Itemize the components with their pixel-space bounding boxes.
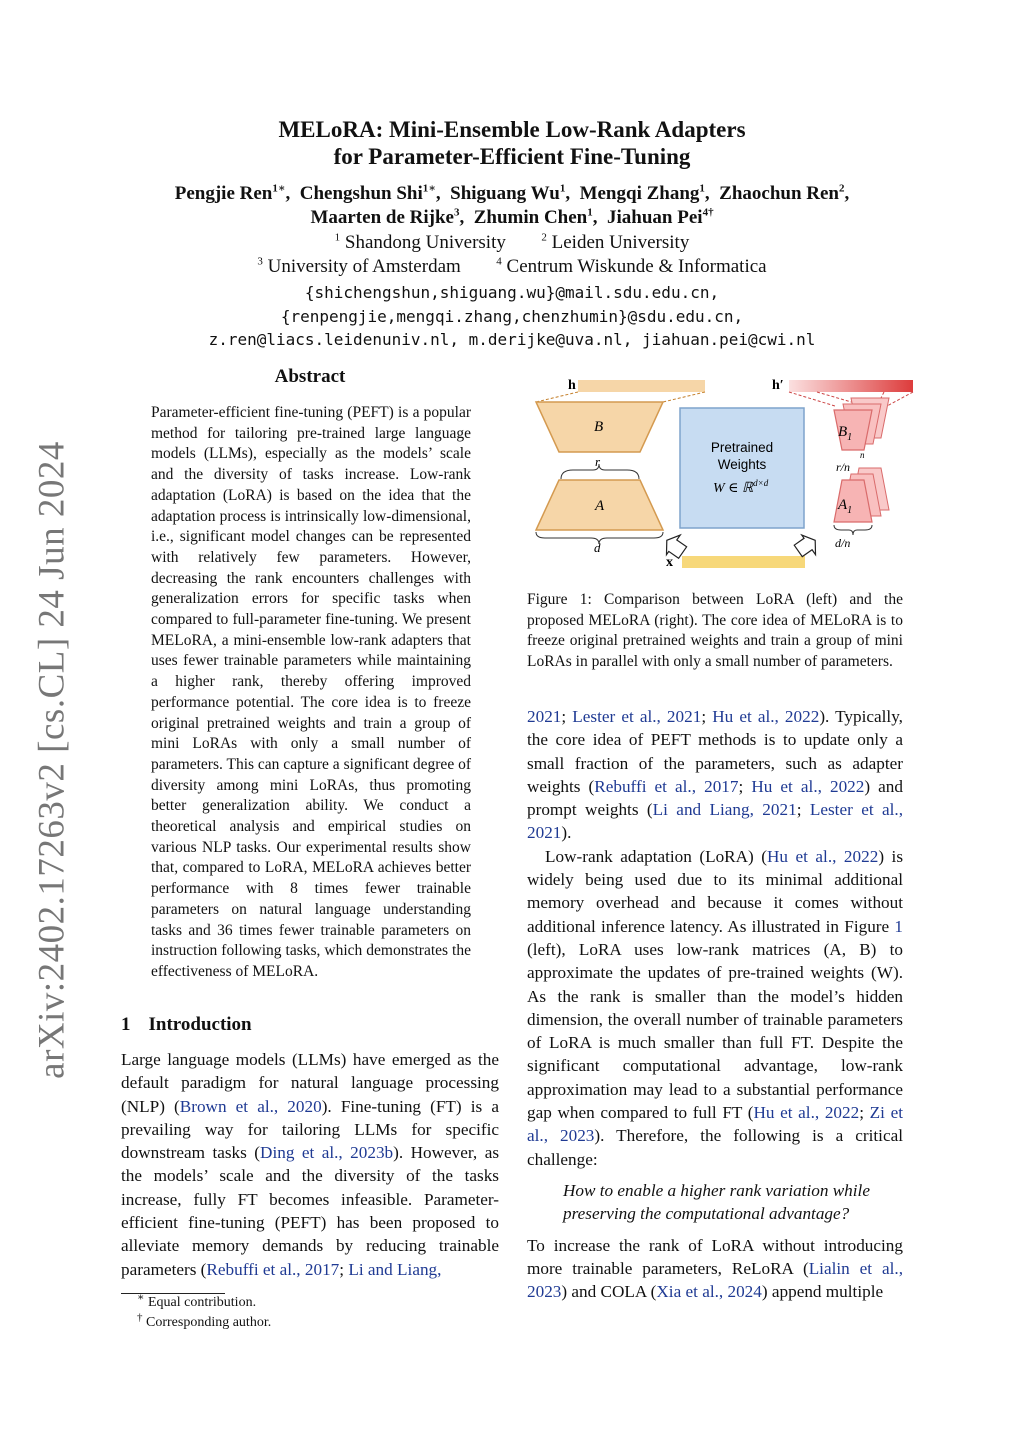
h-prime-label: h′ [772, 378, 784, 393]
citation-link[interactable]: Brown et al., 2020 [179, 1096, 322, 1116]
paragraph: 2021; Lester et al., 2021; Hu et al., 2022). Typically, the core idea of PEFT methods is to update only a small fraction of the parameters, such as adapter weights (Rebuffi et al., 2017; Hu et al., 2022) and prompt weights (Li and Liang, 2021; Lester et al., 2021). [527, 707, 903, 843]
citation-link[interactable]: Lester et al., 2021 [527, 800, 903, 843]
dashed-guide [663, 392, 705, 402]
author-name: Zhaochun Ren [719, 183, 840, 204]
author-list [110, 182, 914, 230]
h-prime-output-bar [789, 380, 913, 392]
email-line: z.ren@liacs.leidenuniv.nl, m.derijke@uva.nl, jiahuan.pei@cwi.nl [208, 330, 816, 349]
mini-rank-label: r/n [836, 460, 851, 474]
x-input-bar [682, 556, 805, 568]
author-mark: 1∗ [272, 182, 286, 195]
email-line: {shichengshun,shiguang.wu}@mail.sdu.edu.cn, [304, 283, 720, 302]
affiliation-line-2: $^3$ University of Amsterdam $^4$ Centrum Wiskunde & Informatica [257, 255, 767, 277]
paper-title [120, 116, 904, 170]
citation-link[interactable]: Lester et al., 2021 [572, 707, 702, 726]
right-column-text [527, 705, 903, 1303]
author-line-2: Maarten de Rijke$^3$, Zhumin Chen$^1$, Jiahuan Pei$^{4\dagger}$ [310, 206, 714, 228]
matrix-a-label: A [595, 498, 605, 514]
rank-label: r [595, 454, 601, 469]
citation-link[interactable]: Hu et al., 2022 [751, 776, 865, 796]
footnote: † Corresponding author. [137, 1310, 272, 1330]
email-block [110, 281, 914, 352]
arxiv-identifier: arXiv:2402.17263v2 [cs.CL] 24 Jun 2024 [31, 441, 73, 1079]
citation-link[interactable]: Xia et al., 2024 [656, 1282, 762, 1302]
citation-link[interactable]: Ding et al., 2023b [260, 1143, 394, 1163]
title-line-2: for Parameter-Efficient Fine-Tuning [333, 144, 691, 169]
dashed-guide [536, 392, 578, 402]
mini-n-label: n [860, 450, 865, 460]
abstract-heading: Abstract [274, 366, 346, 387]
weight-formula: W ∈ ℝ$^{d\times d}$ [713, 478, 769, 496]
citation-link[interactable]: Hu et al., 2022 [767, 846, 879, 866]
citation-link[interactable]: Zi et al., 2023 [527, 1103, 903, 1146]
citation-link[interactable]: Rebuffi et al., 2017 [206, 1259, 340, 1279]
affiliation: Centrum Wiskunde & Informatica [506, 256, 767, 277]
author-name: Mengqi Zhang [579, 183, 700, 204]
author-name: Pengjie Ren [174, 183, 273, 204]
affiliations [110, 231, 914, 279]
author-mark: 4† [702, 206, 714, 219]
affiliation: Leiden University [551, 232, 690, 253]
footnote: ∗ Equal contribution. [137, 1291, 257, 1310]
citation-link[interactable]: Hu et al., 2022 [753, 1103, 860, 1123]
author-mark: 2 [839, 182, 845, 195]
section-heading [121, 1014, 252, 1036]
mini-b-label: $B_1$ [838, 424, 853, 443]
figure-1-diagram [527, 372, 919, 572]
section-title: Introduction [148, 1014, 252, 1035]
h-output-bar [578, 380, 705, 392]
intro-paragraph: Large language models (LLMs) have emerged as the default paradigm for natural language processing (NLP) (Brown et al., 2020). Fine-tuning (FT) is a prevailing way for tailoring LLMs for specific downstream tasks (Ding et al., 2023b). However, as the models’ scale and the diversity of the tasks increase, fully FT becomes infeasible. Parameter-efficient fine-tuning (PEFT) has been proposed to alleviate memory demands by reducing trainable parameters (Rebuffi et al., 2017; Li and Liang, [121, 1050, 500, 1279]
paragraph: Low-rank adaptation (LoRA) (Hu et al., 2022) is widely being used due to its minimal additional memory overhead and because it comes without additional inference latency. As illustrated in Figure 1 (left), LoRA uses low-rank matrices (A, B) to approximate the updates of pre-trained weights (W). As the rank is smaller than the model’s hidden dimension, the overall number of trainable parameters of LoRA is much smaller than full FT. Despite the significant computational advantage, low-rank approximation may lead to a substantial performance gap when compared to full FT (Hu et al., 2022; Zi et al., 2023). Therefore, the following is a critical challenge: [527, 846, 904, 1169]
citation-link[interactable]: Li and Liang, [348, 1259, 442, 1279]
author-mark: 3 [453, 206, 460, 219]
dashed-guide [887, 392, 913, 406]
citation-link[interactable]: Rebuffi et al., 2017 [594, 776, 739, 796]
author-name: Chengshun Shi [299, 183, 423, 204]
h-label: h [568, 378, 576, 393]
email-line: {renpengjie,mengqi.zhang,chenzhumin}@sdu.edu.cn, [280, 306, 744, 326]
research-question: How to enable a higher rank variation while preserving the computational advantage? [563, 1180, 870, 1224]
dim-label: d [594, 540, 601, 555]
author-name: Jiahuan Pei [607, 207, 703, 228]
author-mark: 1 [587, 206, 593, 219]
mini-dim-label: d/n [835, 536, 851, 550]
footnotes [137, 1293, 271, 1332]
citation-link[interactable]: Li and Liang, 2021 [652, 800, 797, 820]
abstract-text: Parameter-efficient fine-tuning (PEFT) is a popular method for tailoring pre-trained large language models (LLMs), especially as the models’ scale and the diversity of tasks increase. Low-rank adaptation (LoRA) is based on the idea that the adaptation process is intrinsically low-dimensional, i.e., significant model changes can be represented with relatively few parameters. However, decreasing the rank encounters challenges with generalization errors for specific tasks when compared to full-parameter fine-tuning. We present MELoRA, a mini-ensemble low-rank adapters that uses fewer trainable parameters while maintaining a higher rank, thereby offering improved performance potential. The core idea is to freeze original pretrained weights and train a group of mini LoRAs with only a small number of parameters. This can capture a significant degree of diversity among mini LoRAs, thus promoting better generalization ability. We conduct a theoretical analysis and empirical studies on various NLP tasks. Our experimental results show that, compared to LoRA, MELoRA achieves better performance with 8 times fewer trainable parameters on natural language understanding tasks and 36 times fewer trainable parameters on instruction following tasks, which demonstrates the effectiveness of MELoRA. [151, 404, 471, 980]
citation-link[interactable]: 2021 [527, 707, 562, 726]
x-label: x [666, 555, 673, 570]
mini-a-label: $A_1$ [838, 497, 853, 516]
author-name: Maarten de Rijke [310, 207, 454, 228]
affiliation: Shandong University [344, 232, 506, 253]
citation-link[interactable]: Hu et al., 2022 [712, 707, 820, 726]
pretrained-label-line1: Pretrained [710, 440, 774, 455]
author-line-1: Pengjie Ren$^{1∗}$, Chengshun Shi$^{1∗}$, Shiguang Wu$^1$, Mengqi Zhang$^1$, Zhaochun Ren$^2$, [174, 182, 850, 204]
author-mark: 1 [699, 182, 705, 195]
mini-dim-brace [834, 525, 872, 535]
paragraph: To increase the rank of LoRA without introducing more trainable parameters, ReLoRA (Lialin et al., 2023) and COLA (Xia et al., 2024) append multiple [527, 1235, 903, 1302]
author-mark: 1∗ [422, 182, 436, 195]
author-name: Shiguang Wu [450, 183, 560, 204]
author-mark: 1 [559, 182, 566, 195]
figure-caption: Figure 1: Comparison between LoRA (left) and the proposed MELoRA (right). The core idea of MELoRA is to freeze original pretrained weights and train a group of mini LoRAs in parallel with only a small number of parameters. [527, 591, 903, 671]
author-name: Zhumin Chen [473, 207, 588, 228]
section-number: 1 [121, 1014, 131, 1035]
affiliation-line-1: $^1$ Shandong University $^2$ Leiden University [334, 231, 690, 253]
title-line-1: MELoRA: Mini-Ensemble Low-Rank Adapters [278, 117, 746, 142]
pretrained-label-line2: Weights [717, 457, 767, 472]
dashed-guide [789, 392, 835, 406]
affiliation: University of Amsterdam [267, 256, 461, 277]
citation-link[interactable]: Lialin et al., 2023 [527, 1258, 903, 1302]
figure-ref-link[interactable]: 1 [894, 916, 903, 936]
matrix-b-label: B [594, 419, 604, 435]
